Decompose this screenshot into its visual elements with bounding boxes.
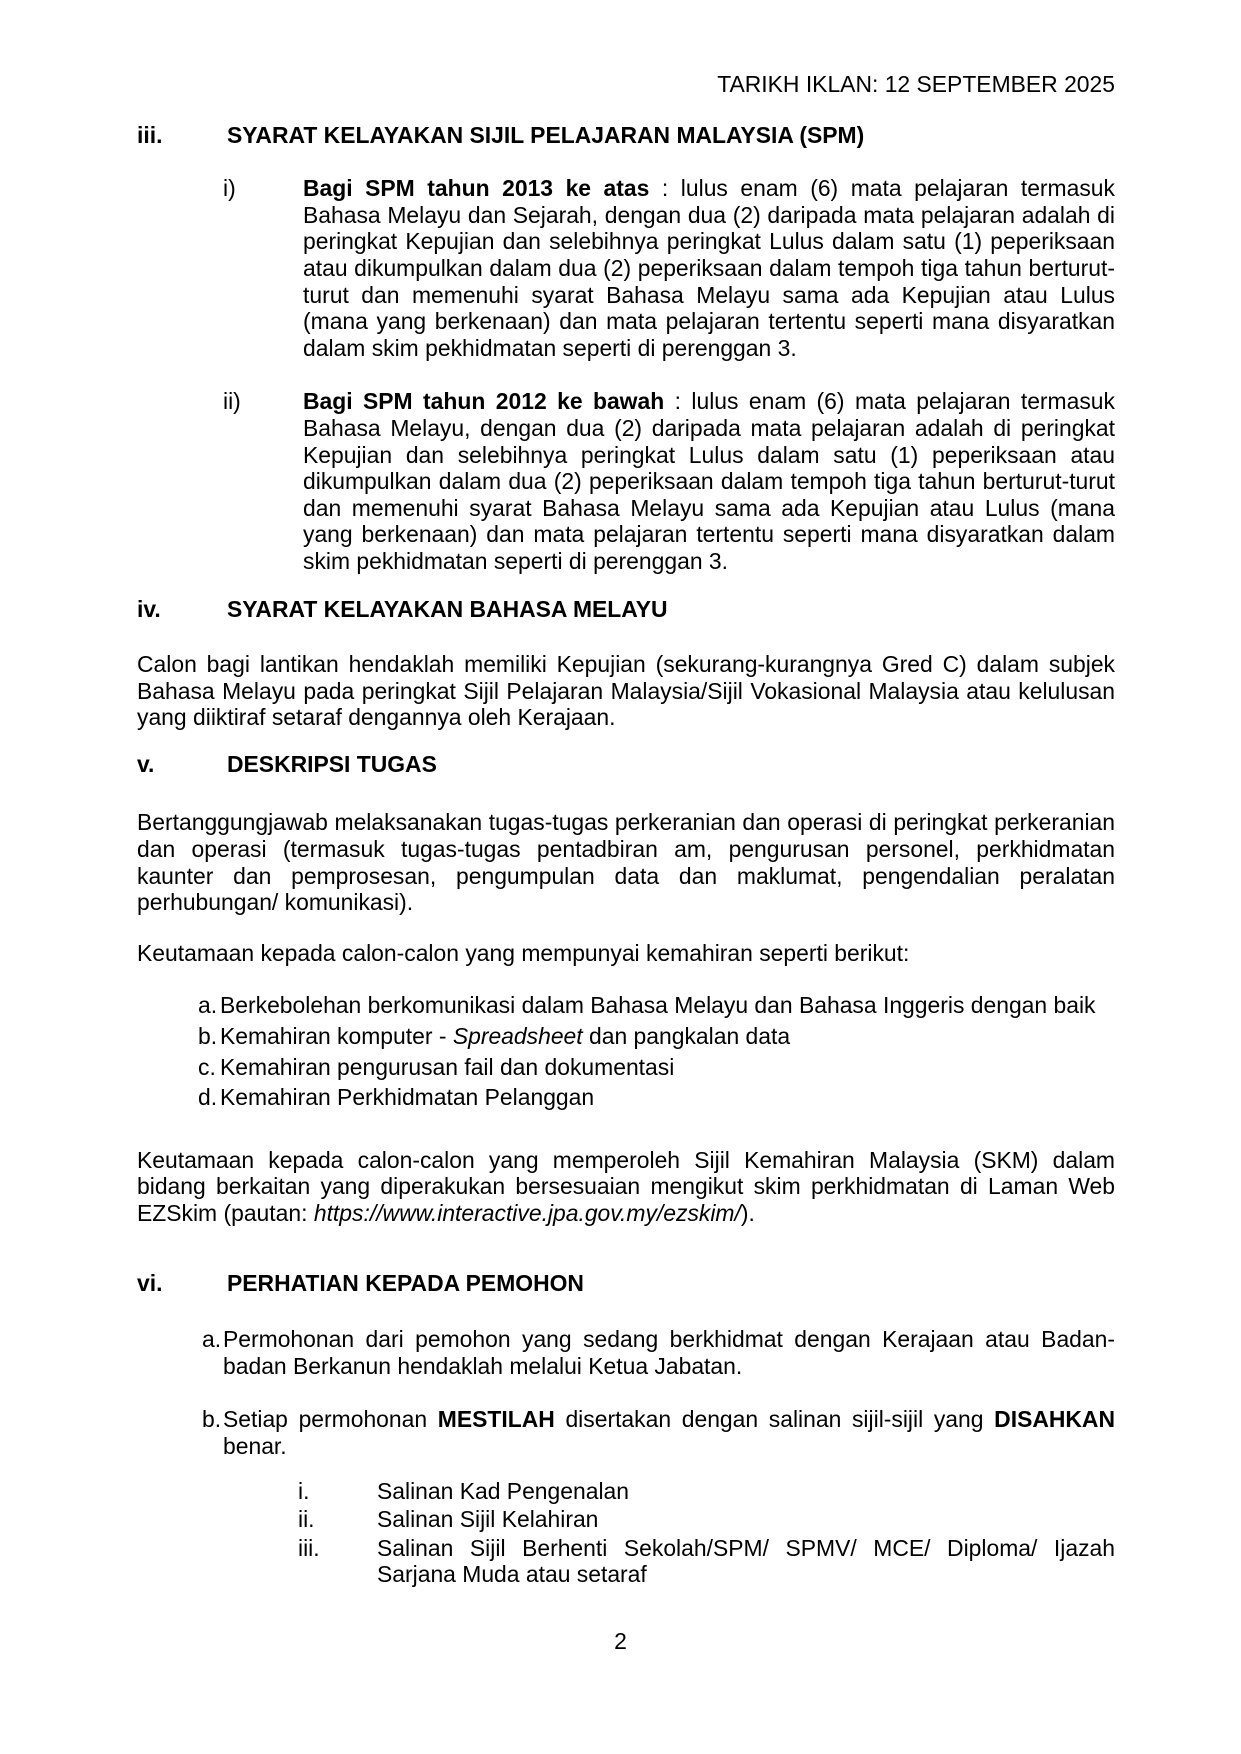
list-marker: i) bbox=[223, 175, 236, 202]
paragraph-skills-intro: Keutamaan kepada calon-calon yang mempunyai kemahiran seperti berikut: bbox=[137, 939, 910, 966]
notice-item-b bbox=[202, 1406, 1115, 1459]
skill-text: Kemahiran pengurusan fail dan dokumentasi bbox=[220, 1053, 675, 1080]
advert-date: TARIKH IKLAN: 12 SEPTEMBER 2025 bbox=[717, 71, 1115, 97]
list-marker: d. bbox=[198, 1084, 218, 1111]
section-spm bbox=[137, 122, 1115, 575]
section-bm-title: SYARAT KELAYAKAN BAHASA MELAYU bbox=[227, 595, 668, 622]
skill-item-c bbox=[198, 1054, 1115, 1081]
page-number: 2 bbox=[614, 1628, 627, 1654]
section-spm-heading bbox=[137, 122, 1115, 149]
text-run: : lulus enam (6) mata pelajaran termasuk Bahasa Melayu, dengan dua (2) daripada mata pelajaran adalah di peringkat Kepujian dan selebihnya peringkat Lulus dalam satu (1) peperiksaan atau dikumpulkan dalam dua (2) peperiksaan dalam tempoh tiga tahun berturut-turut dan memenuhi syarat Bahasa Melayu sama ada Kepujian atau Lulus (mana yang berkenaan) dan mata pelajaran tertentu seperti mana disyaratkan dalam skim pekhidmatan seperti di perenggan 3. bbox=[303, 388, 1115, 574]
document-item-i bbox=[298, 1478, 1115, 1505]
section-bahasa-melayu bbox=[137, 596, 1115, 731]
text-run: disertakan dengan salinan sijil-sijil yang bbox=[554, 1406, 995, 1433]
section-bm-numeral: iv. bbox=[137, 595, 161, 622]
list-marker: a. bbox=[202, 1326, 222, 1353]
list-marker: ii. bbox=[298, 1506, 315, 1533]
text-run: dan pangkalan data bbox=[582, 1023, 791, 1050]
text-run: benar. bbox=[223, 1432, 287, 1459]
text-run: : lulus enam (6) mata pelajaran termasuk Bahasa Melayu dan Sejarah, dengan dua (2) daripada mata pelajaran adalah di peringkat Kepujian dan selebihnya peringkat Lulus dalam satu (1) peperiksaan atau dikumpulkan dalam dua (2) peperiksaan dalam tempoh tiga tahun berturut-turut dan memenuhi syarat Bahasa Melayu sama ada Kepujian atau Lulus (mana yang berkenaan) dan mata pelajaran tertentu seperti mana disyaratkan dalam skim pekhidmatan seperti di perenggan 3. bbox=[303, 175, 1115, 361]
paragraph-skm-note bbox=[137, 1147, 1115, 1227]
section-perhatian-heading bbox=[137, 1270, 1115, 1297]
bold-run: Bagi SPM tahun 2012 ke bawah bbox=[303, 388, 665, 415]
skill-item-a bbox=[198, 992, 1115, 1019]
list-item-spm-ii bbox=[223, 388, 1115, 574]
list-marker: ii) bbox=[223, 388, 241, 415]
section-deskripsi-tugas bbox=[137, 751, 1115, 1227]
section-perhatian-numeral: vi. bbox=[137, 1269, 163, 1296]
list-marker: c. bbox=[198, 1053, 216, 1080]
documents-list bbox=[137, 1478, 1115, 1588]
section-perhatian bbox=[137, 1270, 1115, 1588]
list-item-spm-i bbox=[223, 175, 1115, 361]
text-run: Setiap permohonan bbox=[223, 1406, 438, 1433]
paragraph-spm-2013 bbox=[303, 175, 1115, 361]
document-item-iii bbox=[298, 1535, 1115, 1588]
document-text: Salinan Sijil Berhenti Sekolah/SPM/ SPMV/ MCE/ Diploma/ Ijazah Sarjana Muda atau setaraf bbox=[377, 1534, 1115, 1588]
skill-text: Kemahiran Perkhidmatan Pelanggan bbox=[220, 1084, 595, 1111]
section-tugas-heading bbox=[137, 751, 1115, 778]
skill-text: Berkebolehan berkomunikasi dalam Bahasa Melayu dan Bahasa Inggeris dengan baik bbox=[220, 992, 1096, 1019]
section-spm-numeral: iii. bbox=[137, 121, 163, 148]
list-marker: b. bbox=[198, 1023, 218, 1050]
bold-run: Bagi SPM tahun 2013 ke atas bbox=[303, 175, 650, 202]
document-text: Salinan Sijil Kelahiran bbox=[377, 1506, 599, 1533]
text-run: Keutamaan kepada calon-calon yang memperoleh Sijil Kemahiran Malaysia (SKM) dalam bidang berkaitan yang diperakukan bersesuaian mengikut skim perkhidmatan di Laman Web EZSkim (pautan: bbox=[137, 1146, 1115, 1226]
paragraph-spm-2012 bbox=[303, 388, 1115, 574]
section-tugas-numeral: v. bbox=[137, 750, 155, 777]
bold-run: MESTILAH bbox=[437, 1406, 555, 1433]
section-tugas-title: DESKRIPSI TUGAS bbox=[227, 750, 437, 777]
list-marker: b. bbox=[202, 1406, 222, 1433]
list-marker: a. bbox=[198, 992, 218, 1019]
text-run: Kemahiran komputer - bbox=[220, 1023, 453, 1050]
ezskim-url: https://www.interactive.jpa.gov.my/ezskim/ bbox=[313, 1200, 741, 1226]
section-spm-title: SYARAT KELAYAKAN SIJIL PELAJARAN MALAYSIA (SPM) bbox=[227, 121, 865, 148]
text-run: ). bbox=[740, 1200, 755, 1226]
list-marker: i. bbox=[298, 1477, 310, 1504]
skill-text bbox=[220, 1023, 1115, 1050]
skill-item-d bbox=[198, 1084, 1115, 1111]
paragraph-task-description: Bertanggungjawab melaksanakan tugas-tugas perkeranian dan operasi di peringkat perkeranian dan operasi (termasuk tugas-tugas pentadbiran am, pengurusan personel, perkhidmatan kaunter dan pemprosesan, pengumpulan data dan maklumat, pengendalian peralatan perhubungan/ komunikasi). bbox=[137, 809, 1115, 916]
document-item-ii bbox=[298, 1506, 1115, 1533]
notice-item-a bbox=[202, 1326, 1115, 1379]
section-bm-heading bbox=[137, 596, 1115, 623]
notice-text: Permohonan dari pemohon yang sedang berkhidmat dengan Kerajaan atau Badan-badan Berkanun hendaklah melalui Ketua Jabatan. bbox=[223, 1326, 1115, 1379]
paragraph-bm-requirement: Calon bagi lantikan hendaklah memiliki Kepujian (sekurang-kurangnya Gred C) dalam subjek Bahasa Melayu pada peringkat Sijil Pelajaran Malaysia/Sijil Vokasional Malaysia atau kelulusan yang diiktiraf setaraf dengannya oleh Kerajaan. bbox=[137, 651, 1115, 731]
bold-run: DISAHKAN bbox=[994, 1406, 1115, 1433]
notice-text bbox=[223, 1406, 1115, 1459]
italic-run: Spreadsheet bbox=[452, 1023, 583, 1050]
document-text: Salinan Kad Pengenalan bbox=[377, 1477, 630, 1504]
skill-item-b bbox=[198, 1023, 1115, 1050]
list-marker: iii. bbox=[298, 1534, 320, 1561]
skills-list bbox=[137, 992, 1115, 1110]
section-perhatian-title: PERHATIAN KEPADA PEMOHON bbox=[227, 1269, 584, 1296]
